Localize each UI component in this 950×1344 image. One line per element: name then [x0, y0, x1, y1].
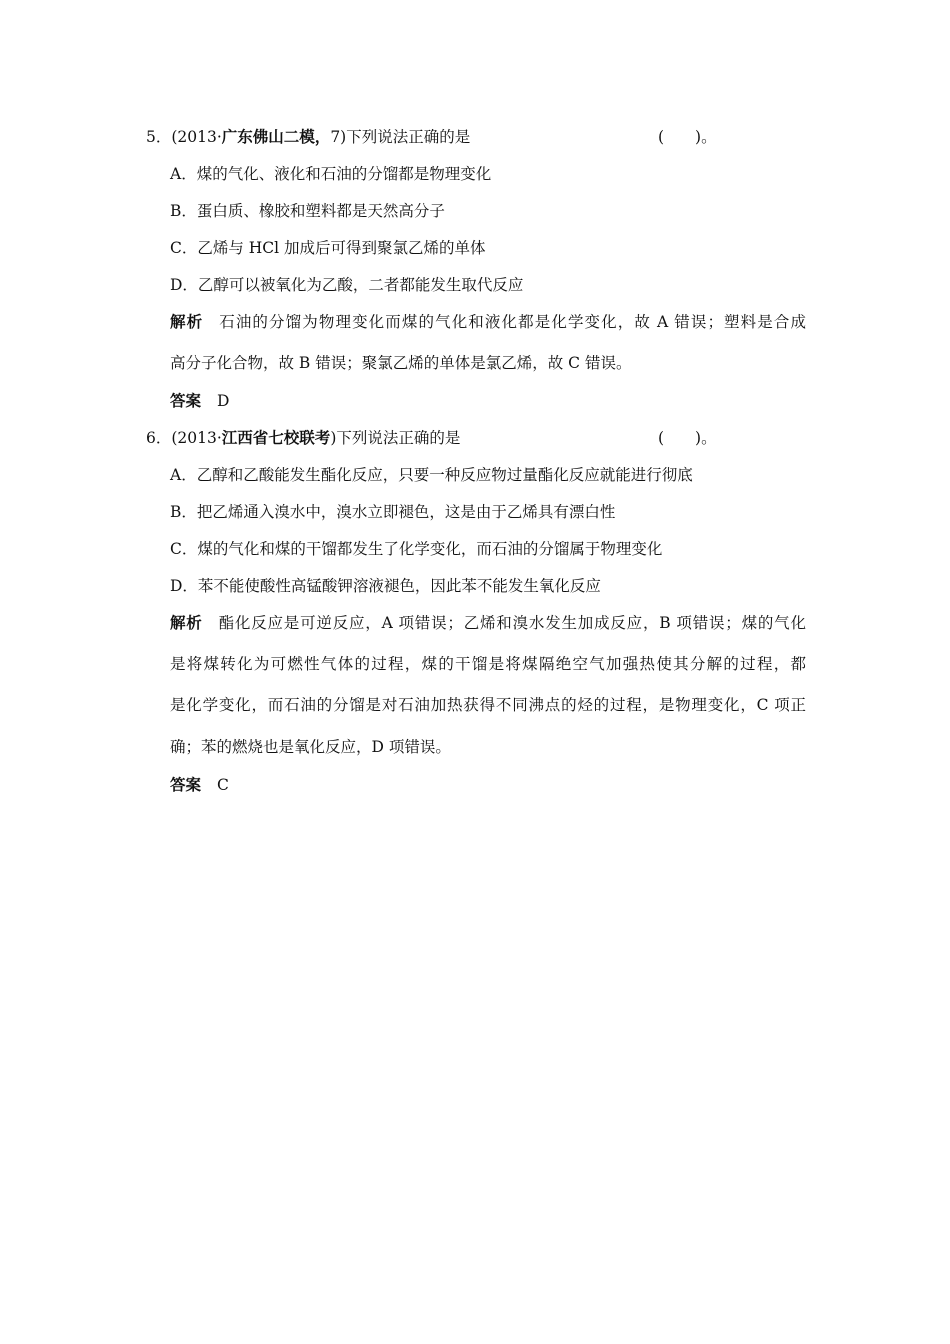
- q5-option-b: B．蛋白质、橡胶和塑料都是天然高分子: [170, 202, 445, 220]
- q5-answer: [170, 391, 229, 411]
- q6-answer-blank: ( )。: [658, 429, 717, 447]
- q5-analysis-line-2: 高分子化合物，故 B 错误；聚氯乙烯的单体是氯乙烯，故 C 错误。: [170, 354, 632, 372]
- q5-stem: [146, 127, 470, 147]
- q5-analysis-line-1: [170, 312, 806, 332]
- q6-option-c: C．煤的气化和煤的干馏都发生了化学变化，而石油的分馏属于物理变化: [170, 540, 663, 558]
- q6-analysis-label: 解析: [170, 613, 203, 632]
- q6-answer: [170, 775, 229, 795]
- q6-analysis-line-1: [170, 613, 806, 633]
- q5-answer-value: D: [217, 392, 230, 410]
- q6-answer-label: 答案: [170, 775, 202, 794]
- q5-answer-blank: ( )。: [658, 128, 717, 146]
- q5-source: 广东佛山二模，: [221, 127, 331, 146]
- q5-number: 5．(2013·: [146, 128, 222, 146]
- q5-analysis-label: 解析: [170, 312, 204, 331]
- q6-number: 6．(2013·: [146, 429, 222, 447]
- q6-source: 江西省七校联考: [221, 428, 331, 447]
- q5-option-d: D．乙醇可以被氧化为乙酸，二者都能发生取代反应: [170, 276, 524, 294]
- q5-analysis-text-1: 石油的分馏为物理变化而煤的气化和液化都是化学变化，故 A 错误；塑料是合成: [219, 313, 806, 331]
- q6-option-a: A．乙醇和乙酸能发生酯化反应，只要一种反应物过量酯化反应就能进行彻底: [170, 466, 693, 484]
- q6-answer-value: C: [217, 776, 229, 794]
- q6-analysis-line-3: 是化学变化，而石油的分馏是对石油加热获得不同沸点的烃的过程，是物理变化，C 项正: [170, 696, 806, 714]
- q6-analysis-line-2: 是将煤转化为可燃性气体的过程，煤的干馏是将煤隔绝空气加强热使其分解的过程，都: [170, 655, 806, 673]
- q5-option-c: C．乙烯与 HCl 加成后可得到聚氯乙烯的单体: [170, 239, 486, 257]
- q6-option-b: B．把乙烯通入溴水中，溴水立即褪色，这是由于乙烯具有漂白性: [170, 503, 616, 521]
- q5-stem-text: 7)下列说法正确的是: [330, 128, 471, 146]
- q6-stem-text: )下列说法正确的是: [330, 429, 461, 447]
- q5-option-a: A．煤的气化、液化和石油的分馏都是物理变化: [170, 165, 492, 183]
- q6-analysis-text-1: 酯化反应是可逆反应，A 项错误；乙烯和溴水发生加成反应，B 项错误；煤的气化: [218, 614, 806, 632]
- q6-analysis-line-4: 确；苯的燃烧也是氧化反应，D 项错误。: [170, 738, 451, 756]
- q6-option-d: D．苯不能使酸性高锰酸钾溶液褪色，因此苯不能发生氧化反应: [170, 577, 601, 595]
- q5-answer-label: 答案: [170, 391, 202, 410]
- q6-stem: [146, 428, 460, 448]
